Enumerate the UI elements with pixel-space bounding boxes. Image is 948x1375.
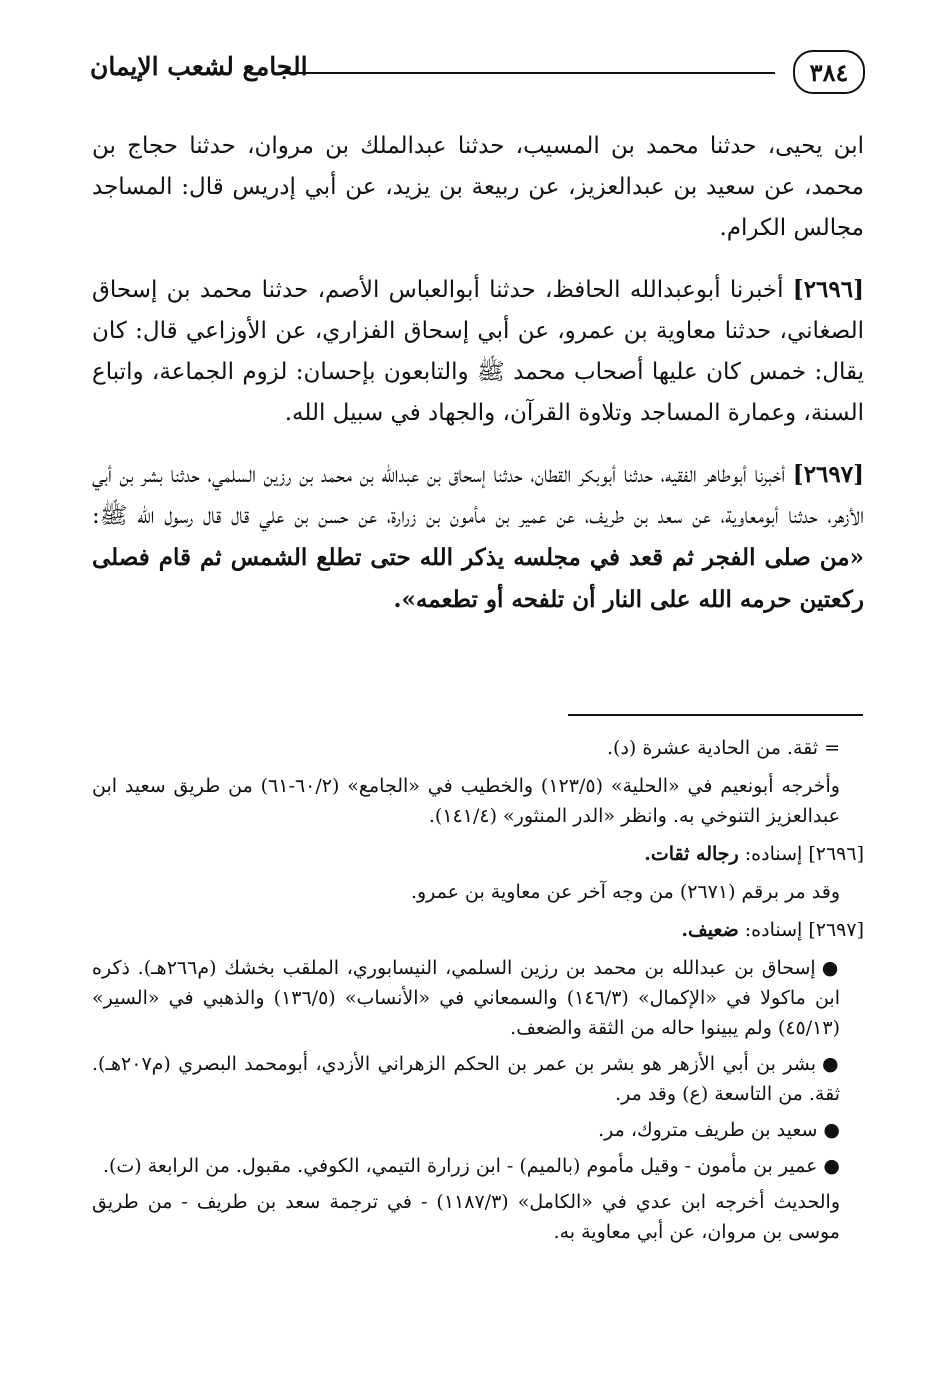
footnote-line: والحديث أخرجه ابن عدي في «الكامل» (١١٨٧/٣) - في ترجمة سعد بن طريف - من طريق موسى بن مروان، عن أبي معاوية به. — [92, 1191, 841, 1243]
main-text — [92, 126, 864, 641]
hadith-text: «من صلى الفجر ثم قعد في مجلسه يذكر الله حتى تطلع الشمس ثم قام فصلى ركعتين حرمه الله على النار أن تلفحه أو تطعمه». — [92, 544, 864, 613]
paragraph-continuation: ابن يحيى، حدثنا محمد بن المسيب، حدثنا عبدالملك بن مروان، حدثنا حجاج بن محمد، عن سعيد بن عبدالعزيز، عن ربيعة بن يزيد، عن أبي إدريس قال: المساجد مجالس الكرام. — [92, 133, 864, 241]
footnote-line: وقد مر برقم (٢٦٧١) من وجه آخر عن معاوية بن عمرو. — [410, 881, 840, 903]
bullet-text: بشر بن أبي الأزهر هو بشر بن عمر بن الحكم الزهراني الأزدي، أبومحمد البصري (م٢٠٧هـ). ثقة. من التاسعة (ع) وقد مر. — [92, 1053, 840, 1105]
footnote-heading — [92, 839, 864, 869]
bullet-item — [92, 1049, 864, 1109]
paragraph-text: أخبرنا أبوطاهر الفقيه، حدثنا أبوبكر القطان، حدثنا إسحاق بن عبدالله بن محمد بن رزين السلمي، حدثنا بشر بن أبي الأزهر، حدثنا أبومعاوية، عن سعد بن طريف، عن عمير بن مأمون بن زرارة، عن حسن بن علي قال قال رسول الله ﷺ: — [92, 462, 864, 529]
page-header — [90, 48, 865, 98]
bullet-text: إسحاق بن عبدالله بن محمد بن رزين السلمي، النيسابوري، الملقب بخشك (م٢٦٦هـ). ذكره ابن ماكولا في «الإكمال» (١٤٦/٣) والسمعاني في «الأنساب» (١٣٦/٥) والذهبي في «السير» (٤٥/١٣) ولم يبينوا حاله من الثقة والضعف. — [92, 957, 841, 1039]
footnotes — [92, 733, 864, 1255]
footnote-line: = ثقة. من الحادية عشرة (د). — [607, 737, 840, 759]
bullet-item — [92, 1151, 864, 1181]
footnote-line: وأخرجه أبونعيم في «الحلية» (١٢٣/٥) والخطيب في «الجامع» (٦٠/٢-٦١) من طريق سعيد ابن عبدالعزيز التنوخي به. وانظر «الدر المنثور» (١٤١/٤). — [92, 775, 840, 827]
header-rule — [280, 72, 775, 74]
footnote-rule — [568, 714, 863, 716]
footnote-heading — [92, 915, 864, 945]
page-number: ٣٨٤ — [793, 50, 865, 94]
bullet-icon: ● — [822, 1053, 840, 1075]
bullet-text: سعيد بن طريف متروك، مر. — [598, 1119, 818, 1141]
bullet-icon: ● — [821, 957, 840, 979]
bullet-text: عمير بن مأمون - وقيل مأموم (بالميم) - ابن زرارة التيمي، الكوفي. مقبول. من الرابعة (ت). — [102, 1155, 818, 1177]
bullet-icon: ● — [823, 1119, 840, 1141]
hadith-number: [٢٦٩٦] — [792, 276, 864, 303]
paragraph-text: أخبرنا أبوعبدالله الحافظ، حدثنا أبوالعباس الأصم، حدثنا محمد بن إسحاق الصغاني، حدثنا معاوية بن عمرو، عن أبي إسحاق الفزاري، عن الأوزاعي قال: كان يقال: خمس كان عليها أصحاب محمد ﷺ والتابعون بإحسان: لزوم الجماعة، واتباع السنة، وعمارة المساجد وتلاوة القرآن، والجهاد في سبيل الله. — [92, 277, 864, 426]
running-title: الجامع لشعب الإيمان — [90, 52, 308, 81]
footnote-label: [٢٦٩٧] إسناده: — [738, 919, 864, 941]
bullet-item — [92, 1115, 864, 1145]
footnote-label: [٢٦٩٦] إسناده: — [738, 843, 864, 865]
paragraph-2696 — [92, 269, 864, 434]
bullet-item — [92, 953, 864, 1043]
paragraph-2697 — [92, 454, 864, 621]
hadith-number: [٢٦٩٧] — [792, 461, 864, 488]
bullet-icon: ● — [823, 1155, 840, 1177]
footnote-verdict: ضعيف. — [681, 919, 739, 941]
footnote-verdict: رجاله ثقات. — [644, 843, 739, 865]
